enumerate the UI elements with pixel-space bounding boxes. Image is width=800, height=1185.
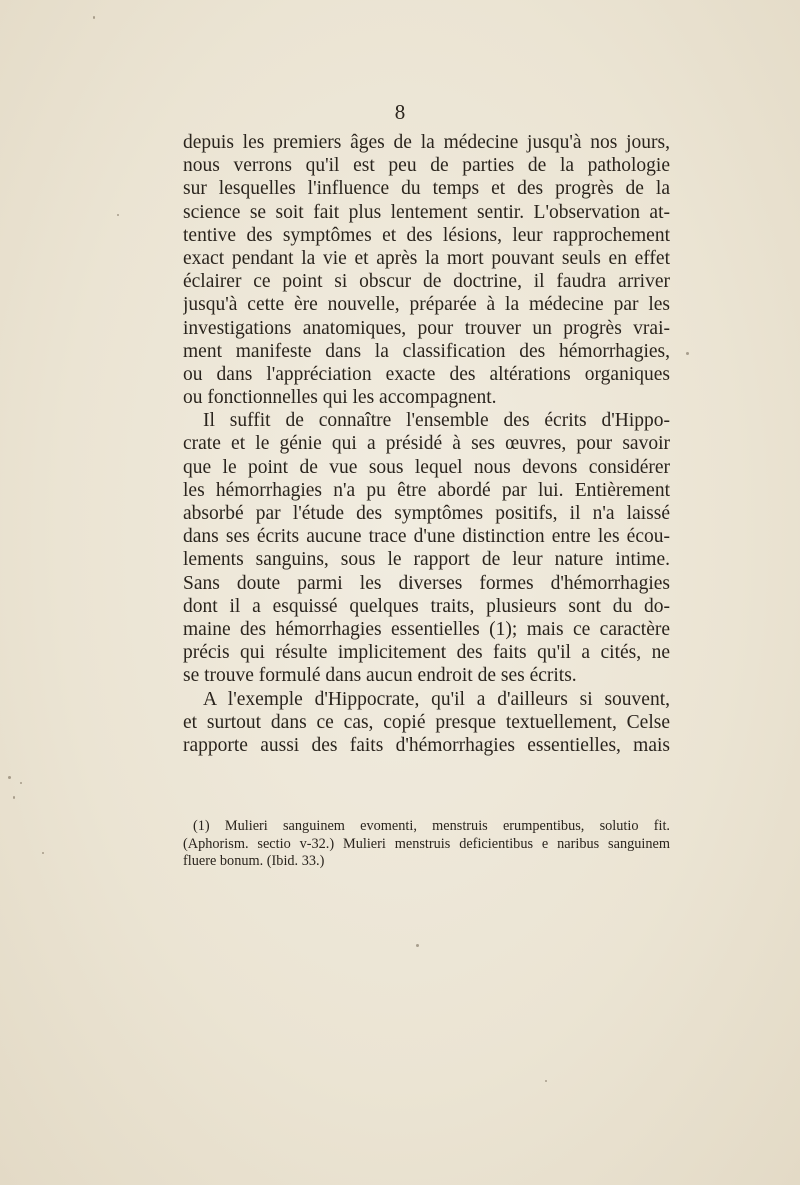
text-line: et surtout dans ce cas, copié presque textuellement, Celse (183, 711, 670, 733)
text-line: exact pendant la vie et après la mort pouvant seuls en effet (183, 247, 670, 269)
page-number: 8 (394, 100, 406, 124)
footnote-line: (Aphorism. sectio v-32.) Mulieri menstruis deficientibus e naribus sanguinem (183, 835, 670, 852)
text-line: rapporte aussi des faits d'hémorrhagies essentielles, mais (183, 734, 670, 756)
paper-speck (8, 776, 11, 779)
text-line: ment manifeste dans la classification des hémorrhagies, (183, 340, 670, 362)
text-line: éclairer ce point si obscur de doctrine, il faudra arriver (183, 271, 670, 293)
main-text (183, 131, 670, 757)
paper-speck (42, 852, 44, 854)
text-line: absorbé par l'étude des symptômes positifs, il n'a laissé (183, 503, 670, 524)
paper-speck (93, 16, 95, 19)
paper-speck (117, 214, 119, 216)
text-line: jusqu'à cette ère nouvelle, préparée à la médecine par les (183, 294, 670, 316)
text-line: tentive des symptômes et des lésions, leur rapprochement (183, 224, 670, 246)
text-line: dans ses écrits aucune trace d'une distinction entre les écou- (183, 526, 670, 548)
paper-speck (416, 944, 419, 947)
text-line: maine des hémorrhagies essentielles (1); mais ce caractère (183, 618, 670, 640)
text-line: dont il a esquissé quelques traits, plusieurs sont du do- (183, 595, 670, 617)
text-line: ou dans l'appréciation exacte des altérations organiques (183, 363, 670, 385)
text-line: les hémorrhagies n'a pu être abordé par lui. Entièrement (183, 479, 670, 501)
paper-speck (13, 796, 15, 799)
text-line: crate et le génie qui a présidé à ses œuvres, pour savoir (183, 433, 670, 455)
text-line: science se soit fait plus lentement sentir. L'observation at- (183, 201, 670, 223)
paper-speck (20, 782, 22, 784)
text-line: investigations anatomiques, pour trouver un progrès vrai- (183, 317, 670, 339)
text-line: Sans doute parmi les diverses formes d'hémorrhagies (183, 572, 670, 594)
text-line: précis qui résulte implicitement des faits qu'il a cités, ne (183, 642, 670, 664)
paper-speck (545, 1080, 547, 1082)
paper-speck (686, 352, 689, 355)
footnote-line: fluere bonum. (Ibid. 33.) (183, 853, 325, 869)
text-line: depuis les premiers âges de la médecine jusqu'à nos jours, (183, 132, 670, 153)
text-line: A l'exemple d'Hippocrate, qu'il a d'ailleurs si souvent, (203, 688, 670, 710)
text-line: se trouve formulé dans aucun endroit de ses écrits. (183, 665, 577, 687)
text-line: ou fonctionnelles qui les accompagnent. (183, 387, 497, 409)
text-line: nous verrons qu'il est peu de parties de la pathologie (183, 155, 670, 177)
footnote (183, 818, 670, 871)
text-line: lements sanguins, sous le rapport de leur nature intime. (183, 549, 670, 571)
text-line: sur lesquelles l'influence du temps et des progrès de la (183, 178, 670, 200)
text-line: que le point de vue sous lequel nous devons considérer (183, 456, 670, 478)
footnote-line: (1) Mulieri sanguinem evomenti, menstruis erumpentibus, solutio fit. (193, 818, 670, 834)
text-line: Il suffit de connaître l'ensemble des écrits d'Hippo- (203, 410, 670, 432)
